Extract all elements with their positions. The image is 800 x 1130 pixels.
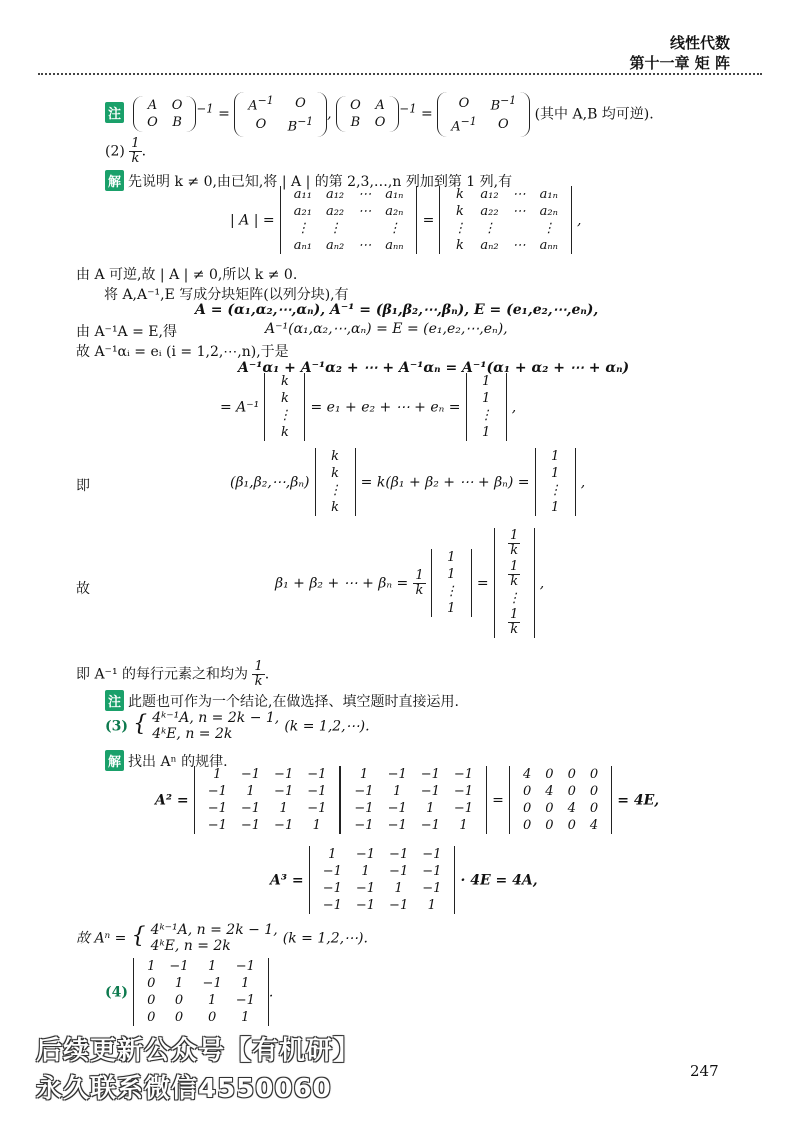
matrix-entry: 0 xyxy=(147,993,156,1008)
matrix-entry: 0 xyxy=(174,993,184,1008)
eq5-left: (β₁,β₂,⋯,βₙ) xyxy=(230,474,310,491)
matrix-entry: −1 xyxy=(307,767,327,782)
eq-identity: A⁻¹(α₁,α₂,⋯,αₙ) = E = (e₁,e₂,⋯,eₙ), xyxy=(265,321,508,337)
matrix-entry: 4 xyxy=(523,767,532,782)
matrix-entry: 0 xyxy=(589,784,599,799)
matrix-entry: 1 xyxy=(481,391,491,406)
matrix-entry: −1 xyxy=(420,818,440,833)
matrix-entry: −1 xyxy=(354,784,374,799)
matrix-entry: −1 xyxy=(169,959,189,974)
matrix-entry: −1 xyxy=(422,864,442,879)
matrix-entry: a₂₁ xyxy=(293,204,312,219)
matrix-entry: −1 xyxy=(207,801,227,816)
matrix-entry: −1 xyxy=(453,767,474,782)
row-sum-text: 即 A⁻¹ 的每行元素之和均为 xyxy=(76,666,249,683)
word-gu: 故 xyxy=(76,581,90,597)
vector-ones-2 xyxy=(535,448,576,516)
book-title: 线性代数 xyxy=(669,34,730,52)
matrix-entry: 0 xyxy=(523,818,532,833)
eq-beta-sum: β₁ + β₂ + ⋯ + βₙ = $\frac{1}{k}$ 1 1 ⋮ 1 = $\frac{1}{k}$ $\frac{1}{k}$ ⋮ $\frac{1}{k}$ , xyxy=(275,528,545,637)
note-tag-2: 注 xyxy=(105,690,124,711)
vector-one-over-k: $\frac{1}{k}$ $\frac{1}{k}$ ⋮ $\frac{1}{k}$ xyxy=(494,528,535,638)
matrix-entry: 1 xyxy=(246,784,255,799)
matrix-entry: −1 xyxy=(307,784,327,799)
matrix-entry xyxy=(506,220,533,237)
matrix-entry: ⋮ xyxy=(328,221,342,236)
note-suffix: (其中 A,B 均可逆). xyxy=(534,106,654,123)
matrix-entry: 0 xyxy=(147,976,156,991)
matrix-entry: 1 xyxy=(207,993,217,1008)
matrix-entry: 0 xyxy=(523,784,532,799)
matrix-entry: 1 xyxy=(394,881,403,896)
matrix-entry: 1 xyxy=(447,601,456,616)
conclusion-condition: (k = 1,2,⋯). xyxy=(282,930,368,947)
note-text: 此题也可作为一个结论,在做选择、填空题时直接运用. xyxy=(128,694,459,710)
matrix-entry: 1 xyxy=(447,550,456,565)
matrix-entry: ⋯ xyxy=(358,187,372,202)
eq-sum-columns: A⁻¹α₁ + A⁻¹α₂ + ⋯ + A⁻¹αₙ = A⁻¹(α₁ + α₂ + ⋯ + αₙ) xyxy=(238,360,630,376)
a2-left: A² = xyxy=(155,792,189,809)
conclusion-odd: 4ᵏ⁻¹A, n = 2k − 1, xyxy=(150,922,278,938)
matrix-entry: a₂₂ xyxy=(480,204,499,219)
eq4-left: = A⁻¹ xyxy=(220,399,260,416)
matrix-entry: −1 xyxy=(420,784,440,799)
matrix-entry: −1 xyxy=(354,801,374,816)
answer-numerator: 1 xyxy=(131,136,140,151)
matrix-entry: 1 xyxy=(361,864,370,879)
eq6-left: β₁ + β₂ + ⋯ + βₙ = xyxy=(275,575,409,592)
matrix-entry: −1 xyxy=(240,767,261,782)
matrix-entry: −1 xyxy=(354,818,374,833)
matrix-entry: −1 xyxy=(355,898,376,913)
matrix-entry: 0 xyxy=(523,801,532,816)
conclusion-even: 4ᵏE, n = 2k xyxy=(150,938,231,954)
eq-a-cubed xyxy=(270,846,538,914)
matrix-entry: aₙ₂ xyxy=(325,238,345,253)
matrix-entry: a₂₂ xyxy=(325,204,345,219)
part3-answer: (3) { 4ᵏ⁻¹A, n = 2k − 1, 4ᵏE, n = 2k (k = 1,2,⋯). xyxy=(105,710,370,742)
matrix-entry: −1 xyxy=(240,818,261,833)
matrix-entry: k xyxy=(331,500,339,515)
line-columns: 故 A⁻¹αᵢ = eᵢ (i = 1,2,⋯,n),于是 xyxy=(76,344,289,360)
eq-partition: A = (α₁,α₂,⋯,αₙ), A⁻¹ = (β₁,β₂,⋯,βₙ), E = (e₁,e₂,⋯,eₙ), xyxy=(195,302,599,318)
matrix-entry: −1 xyxy=(307,801,327,816)
determinant-transformed xyxy=(439,186,572,254)
matrix-part4 xyxy=(133,958,269,1026)
part4-label: (4) xyxy=(105,984,128,1001)
matrix-entry: 1 xyxy=(550,466,560,481)
answer-denominator: k xyxy=(131,151,140,166)
det-left: | A | = xyxy=(230,212,275,229)
matrix-entry: 0 xyxy=(589,767,599,782)
eq-column-k: = A⁻¹ k k ⋮ k = e₁ + e₂ + ⋯ + eₙ = 1 1 ⋮ 1 , xyxy=(220,374,517,440)
matrix-entry: 4 xyxy=(589,818,599,833)
solve-tag-3: 解 xyxy=(105,750,124,771)
eq-beta-k: (β₁,β₂,⋯,βₙ) k k ⋮ k = k(β₁ + β₂ + ⋯ + βₙ) = 1 1 ⋮ 1 , xyxy=(230,449,586,515)
solution-text: 先说明 k ≠ 0,由已知,将 | A | 的第 2,3,…,n 列加到第 1 列,有 xyxy=(128,174,513,190)
line-from-identity: 由 A⁻¹A = E,得 xyxy=(76,324,177,340)
part4-end: . xyxy=(268,984,274,1001)
word-ji: 即 xyxy=(76,478,90,494)
matrix-entry: 0 xyxy=(147,1010,156,1025)
matrix-entry: 1 xyxy=(279,801,288,816)
note-conclusion xyxy=(105,690,459,711)
a2-right: = 4E, xyxy=(617,792,660,809)
line-block-partition: 将 A,A⁻¹,E 写成分块矩阵(以列分块),有 xyxy=(104,287,349,303)
matrix-entry: aₙₙ xyxy=(539,238,558,253)
eq5-mid: = k(β₁ + β₂ + ⋯ + βₙ) = xyxy=(360,474,530,491)
matrix-entry: a₁₂ xyxy=(325,187,345,202)
vector-k xyxy=(264,373,305,441)
matrix-entry: −1 xyxy=(355,881,376,896)
determinant-original xyxy=(280,186,418,254)
matrix-entry: 0 xyxy=(567,818,576,833)
matrix-entry: a₁ₙ xyxy=(539,187,558,202)
matrix-entry: k xyxy=(331,466,339,481)
block-inverse-formula: A O O B $^{-1}$ = $A^{-1}$ O O $B^{-1}$ , O A B O $^{-1}$ = O $B^{-1}$ $A^{-1}$ O xyxy=(133,106,534,122)
matrix-entry: k xyxy=(280,374,289,389)
matrix-entry: ⋮ xyxy=(328,483,342,498)
matrix-entry: −1 xyxy=(389,847,409,862)
conclusion-a-n: 故 Aⁿ = { 4ᵏ⁻¹A, n = 2k − 1, 4ᵏE, n = 2k (k = 1,2,⋯). xyxy=(76,922,368,954)
matrix-entry: −1 xyxy=(453,784,474,799)
page-number: 247 xyxy=(690,1062,719,1080)
vector-ones-3 xyxy=(431,549,472,617)
matrix-entry: k xyxy=(455,204,464,219)
matrix-entry: 1 xyxy=(447,567,456,582)
matrix-entry: 0 xyxy=(207,1010,217,1025)
case-odd: 4ᵏ⁻¹A, n = 2k − 1, xyxy=(152,710,280,726)
matrix-entry: 1 xyxy=(147,959,156,974)
matrix-entry: 0 xyxy=(545,801,554,816)
matrix-entry: −1 xyxy=(387,801,407,816)
matrix-entry: aₙ₂ xyxy=(480,238,499,253)
matrix-entry: −1 xyxy=(420,767,440,782)
matrix-entry: 0 xyxy=(545,818,554,833)
matrix-entry: 0 xyxy=(589,801,599,816)
matrix-entry: −1 xyxy=(387,818,407,833)
matrix-entry: 1 xyxy=(459,818,468,833)
matrix-entry: 1 xyxy=(427,898,436,913)
matrix-entry: ⋮ xyxy=(542,221,556,236)
matrix-entry: 0 xyxy=(567,784,576,799)
matrix-entry: a₁ₙ xyxy=(385,187,404,202)
case-even: 4ᵏE, n = 2k xyxy=(152,726,233,742)
matrix-entry: ⋯ xyxy=(512,238,526,253)
matrix-entry: −1 xyxy=(207,784,227,799)
line-row-sum: 即 A⁻¹ 的每行元素之和均为 $\frac{1}{k}$ . xyxy=(76,659,270,689)
conclusion-left: 故 Aⁿ = xyxy=(76,930,127,947)
solution-text-3: 找出 Aⁿ 的规律. xyxy=(128,754,228,770)
matrix-entry: 1 xyxy=(359,767,369,782)
note-block-inverse xyxy=(105,92,654,137)
matrix-entry: aₙ₁ xyxy=(293,238,312,253)
matrix-entry: 1 xyxy=(550,449,560,464)
matrix-entry: −1 xyxy=(422,847,442,862)
matrix-entry: 0 xyxy=(545,767,554,782)
matrix-entry: 0 xyxy=(567,767,576,782)
matrix-entry: −1 xyxy=(422,881,442,896)
matrix-entry: −1 xyxy=(207,818,227,833)
matrix-entry: aₙₙ xyxy=(385,238,404,253)
case-condition: (k = 1,2,⋯). xyxy=(284,718,370,735)
matrix-entry: 4 xyxy=(567,801,576,816)
matrix-entry: 1 xyxy=(312,818,321,833)
matrix-entry: a₁₂ xyxy=(480,187,499,202)
vector-k-2 xyxy=(315,448,356,516)
matrix-entry: −1 xyxy=(322,881,342,896)
line-k-nonzero: 由 A 可逆,故 | A | ≠ 0,所以 k ≠ 0. xyxy=(76,267,298,283)
matrix-entry: 1 xyxy=(241,1010,250,1025)
matrix-entry: 1 xyxy=(328,847,337,862)
matrix-entry: k xyxy=(455,238,464,253)
matrix-entry: ⋯ xyxy=(358,238,372,253)
matrix-entry: k xyxy=(280,425,289,440)
note-tag: 注 xyxy=(105,102,124,123)
matrix-a-3 xyxy=(309,846,456,914)
matrix-entry: 1 xyxy=(481,425,491,440)
matrix-entry: 1 xyxy=(207,959,217,974)
determinant-equation: | A | = a₁₁ a₁₂ ⋯ a₁ₙ a₂₁ a₂₂ ⋯ a₂ₙ ⋮ ⋮ ⋮ aₙ₁ aₙ₂ ⋯ aₙₙ = k a₁₂ ⋯ a₁ₙ k a₂₂ ⋯ a₂ₙ ⋮ ⋮ ⋮ k aₙ₂ ⋯ aₙₙ , xyxy=(230,187,582,253)
matrix-entry: k xyxy=(280,391,289,406)
matrix-entry: 1 xyxy=(550,500,560,515)
matrix-entry: −1 xyxy=(235,993,255,1008)
matrix-entry: a₂ₙ xyxy=(539,204,558,219)
a3-left: A³ = xyxy=(270,872,304,889)
matrix-entry: ⋯ xyxy=(358,204,372,219)
matrix-entry: −1 xyxy=(274,784,294,799)
matrix-entry: ⋮ xyxy=(387,221,401,236)
matrix-entry: 1 xyxy=(213,767,222,782)
matrix-entry: 1 xyxy=(393,784,402,799)
part2-answer: (2) $\frac{1}{k}$ . xyxy=(105,136,147,166)
matrix-entry: k xyxy=(455,187,464,202)
matrix-entry: −1 xyxy=(202,976,222,991)
matrix-entry: −1 xyxy=(274,818,294,833)
matrix-entry: ⋮ xyxy=(278,408,292,423)
matrix-entry: −1 xyxy=(389,864,409,879)
matrix-entry: −1 xyxy=(453,801,474,816)
matrix-entry: −1 xyxy=(240,801,261,816)
header-divider xyxy=(38,73,762,75)
watermark-line1: 后续更新公众号【有机研】 xyxy=(36,1036,361,1066)
part4-answer xyxy=(105,958,273,1026)
matrix-entry: 1 xyxy=(481,374,491,389)
matrix-entry: 1 xyxy=(174,976,184,991)
matrix-entry xyxy=(351,220,378,237)
matrix-entry: ⋮ xyxy=(479,408,493,423)
matrix-entry: 4 xyxy=(545,784,554,799)
part2-label: (2) xyxy=(105,143,125,160)
matrix-entry: k xyxy=(331,449,339,464)
chapter-title: 第十一章 矩 阵 xyxy=(629,54,730,72)
matrix-entry: 0 xyxy=(174,1010,184,1025)
matrix-entry: a₂ₙ xyxy=(385,204,404,219)
a3-right: · 4E = 4A, xyxy=(460,872,538,889)
matrix-entry: −1 xyxy=(387,767,407,782)
matrix-entry: −1 xyxy=(389,898,409,913)
watermark-line2: 永久联系微信4550060 xyxy=(36,1074,332,1104)
eq4-mid: = e₁ + e₂ + ⋯ + eₙ = xyxy=(310,399,461,416)
matrix-entry: −1 xyxy=(322,898,342,913)
matrix-entry: 1 xyxy=(241,976,250,991)
matrix-4e xyxy=(509,766,612,834)
matrix-entry: ⋯ xyxy=(512,204,526,219)
matrix-entry: ⋮ xyxy=(444,584,458,599)
matrix-a-2 xyxy=(340,766,487,834)
matrix-entry: −1 xyxy=(235,959,255,974)
matrix-entry: 1 xyxy=(426,801,435,816)
eq-a-squared: A² = 1 −1 −1 −1 −1 1 −1 −1 −1 −1 1 −1 −1 −1 −1 1 1 −1 −1 −1 −1 1 −1 −1 −1 −1 1 −1 −1 −1 −1 1 = 4 0 0 0 0 4 0 0 0 0 4 0 0 0 0 4 = 4E, xyxy=(155,767,660,833)
matrix-entry: ⋮ xyxy=(548,483,562,498)
matrix-entry: −1 xyxy=(322,864,342,879)
matrix-entry: −1 xyxy=(355,847,376,862)
vector-ones xyxy=(466,373,507,441)
matrix-entry: ⋮ xyxy=(296,221,310,236)
matrix-entry: ⋮ xyxy=(453,221,467,236)
matrix-entry: ⋯ xyxy=(512,187,526,202)
matrix-entry: a₁₁ xyxy=(293,187,312,202)
matrix-entry: −1 xyxy=(274,767,294,782)
solve-tag: 解 xyxy=(105,170,124,191)
matrix-a-1 xyxy=(194,766,341,834)
matrix-entry: ⋮ xyxy=(483,221,497,236)
part3-label: (3) xyxy=(105,718,128,735)
